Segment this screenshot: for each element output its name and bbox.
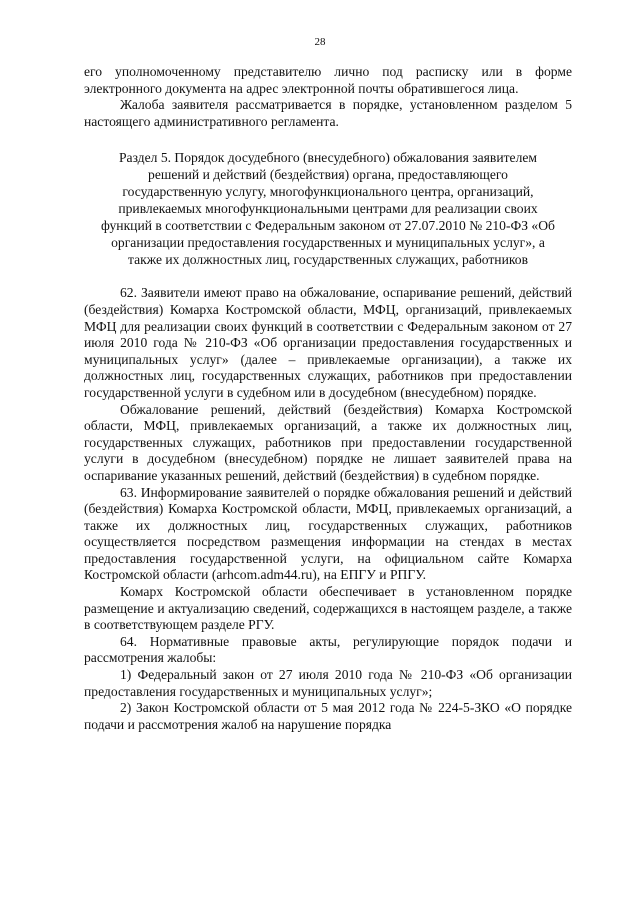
paragraph-63: 63. Информирование заявителей о порядке обжалования решений и действий (бездействия) Комарха Костромской области, МФЦ, привлекаемых организаций, а также их должностных лиц, государственных служащих, работников осуществляется посредством размещения информации на стендах в местах предоставления государственной услуги, на официальном сайте Комарха Костромской области (arhcom.adm44.ru), на ЕПГУ и РПГУ. xyxy=(84,484,572,583)
paragraph-complaint-procedure: Жалоба заявителя рассматривается в порядке, установленном разделом 5 настоящего административного регламента. xyxy=(84,97,572,129)
page-number: 28 xyxy=(314,36,326,48)
paragraph-komarh: Комарх Костромской области обеспечивает в установленном порядке размещение и актуализацию сведений, содержащихся в настоящем разделе, а также в соответствующем разделе РГУ. xyxy=(84,584,572,633)
paragraph-64: 64. Нормативные правовые акты, регулирующие порядок подачи и рассмотрения жалобы: xyxy=(84,633,572,666)
section-heading: Раздел 5. Порядок досудебного (внесудебного) обжалования заявителем решений и действий (бездействия) органа, предоставляющего государственную услугу, многофункционального центра, организаций, привлекаемых многофункциональными центрами для реализации своих функций в соответствии с Федеральным законом от 27.07.2010 № 210-ФЗ «Об организации предоставления государственных и муниципальных услуг», а также их должностных лиц, государственных служащих, работников xyxy=(101,150,555,268)
list-item-2: 2) Закон Костромской области от 5 мая 2012 года № 224-5-ЗКО «О порядке подачи и рассмотрения жалоб на нарушение порядка xyxy=(84,700,572,732)
paragraph-appeal: Обжалование решений, действий (бездействия) Комарха Костромской области, МФЦ, привлекаемых организаций, а также их должностных лиц, государственных служащих, работников при предоставлении государственной услуги в досудебном (внесудебном) порядке не лишает заявителей права на оспаривание указанных решений, действий (бездействия) в судебном порядке. xyxy=(84,401,572,483)
list-item-1: 1) Федеральный закон от 27 июля 2010 года № 210-ФЗ «Об организации предоставления государственных и муниципальных услуг»; xyxy=(84,667,572,699)
page-content xyxy=(84,64,572,733)
paragraph-62: 62. Заявители имеют право на обжалование, оспаривание решений, действий (бездействия) Комарха Костромской области, МФЦ, организаций, привлекаемых МФЦ для реализации своих функций в соответствии с Федеральным законом от 27 июля 2010 года № 210-ФЗ «Об организации предоставления государственных и муниципальных услуг» (далее – привлекаемые организации), а также их должностных лиц, государственных служащих, работников при предоставлении государственной услуги в судебном или в досудебном (внесудебном) порядке. xyxy=(84,285,572,400)
paragraph-continuation: его уполномоченному представителю лично под расписку или в форме электронного документа на адрес электронной почты обратившегося лица. xyxy=(84,64,572,96)
